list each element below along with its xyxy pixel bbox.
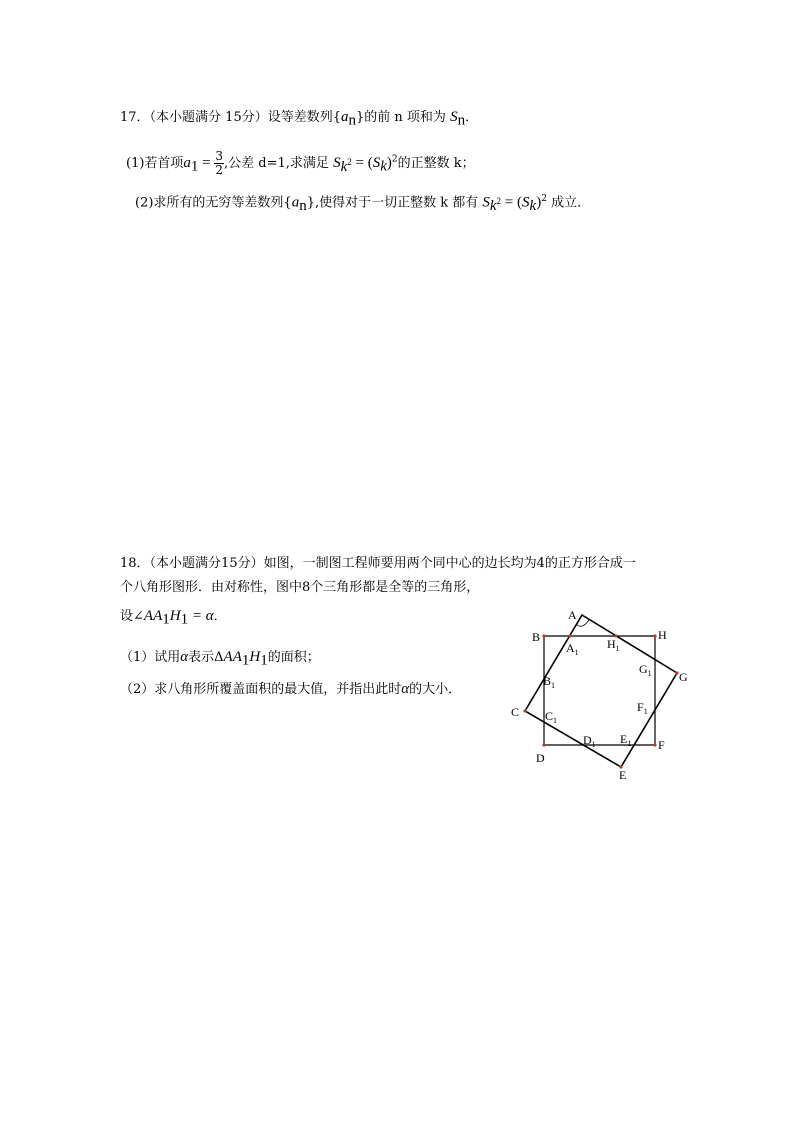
- label-H: H: [658, 628, 667, 642]
- problem18-line1: 18．（本小题满分15分）如图，一制图工程师要用两个同中心的边长均为4的正方形合成一: [120, 556, 636, 571]
- label-A: A: [568, 608, 577, 622]
- label-E: E: [619, 768, 627, 782]
- problem18-line2: 个八角形图形．由对称性，图中8个三角形都是全等的三角形，: [120, 580, 480, 595]
- problem18-question1: （1）试用α表示$\Delta AA_1H_1$的面积；: [120, 649, 320, 669]
- label-A1: $A_1$: [566, 641, 579, 657]
- label-C1: $C_1$: [545, 709, 558, 725]
- label-G: G: [679, 670, 688, 684]
- label-F1: $F_1$: [637, 700, 648, 716]
- problem17-header: 17．（本小题满分 15分）设等差数列$\{a_n\}$的前 n 项和为 $S_n$．: [120, 109, 479, 129]
- problem18-question2: （2）求八角形所覆盖面积的最大值，并指出此时α的大小．: [120, 681, 462, 697]
- fraction-three-halves: $\frac{3}{2}$: [215, 149, 224, 177]
- label-D1: $D_1$: [583, 733, 596, 749]
- label-G1: $G_1$: [639, 662, 652, 678]
- label-E1: $E_1$: [620, 732, 632, 748]
- label-H1: $H_1$: [607, 637, 620, 653]
- label-F: F: [658, 738, 665, 752]
- vertex-labels: [511, 608, 688, 782]
- label-C: C: [511, 705, 520, 719]
- octagon-figure: [505, 600, 705, 785]
- problem17-part2: (2)求所有的无穷等差数列$\{a_n\}$,使得对于一切正整数 k 都有 $S_{k^2} = (S_k)^2$ 成立．: [135, 194, 591, 214]
- label-B1: $B_1$: [543, 674, 556, 690]
- problem17-part1: (1)若首项$a_1$ = $\frac{3}{2}$ ,公差 d=1,求满足 $S_{k^2} = (S_k)^2$的正整数 k；: [126, 149, 475, 177]
- problem18-line3: 设$\angle AA_1H_1 = \alpha$．: [120, 608, 227, 628]
- label-B: B: [532, 630, 541, 644]
- label-D: D: [536, 751, 545, 765]
